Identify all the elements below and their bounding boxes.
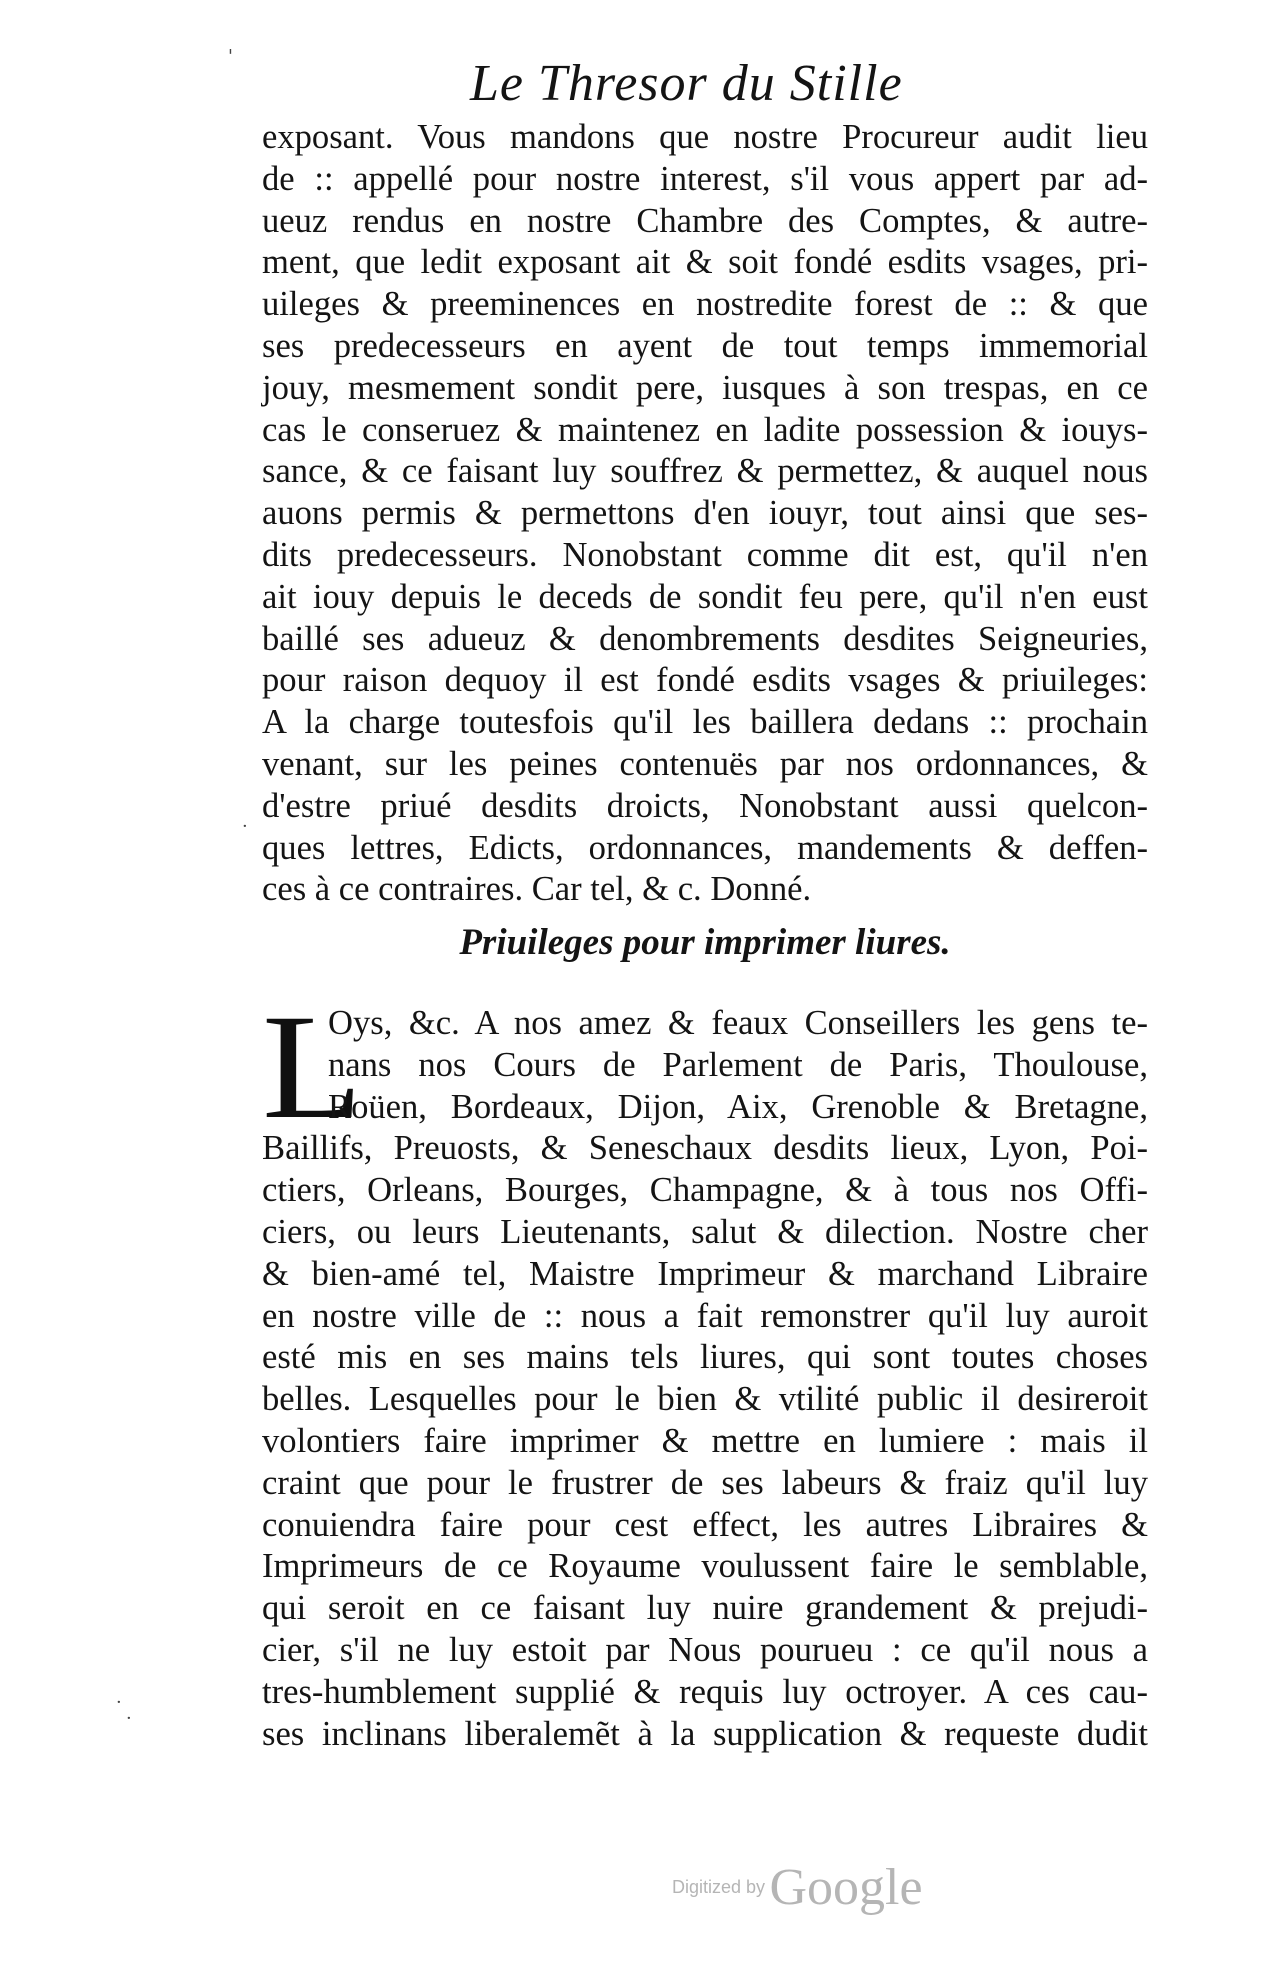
text-line: ait iouy depuis le deceds de sondit feu pere, qu'il n'en eust (262, 577, 1148, 616)
text-line: ciers, ou leurs Lieutenants, salut & dilection. Nostre cher (262, 1212, 1148, 1251)
text-line: dits predecesseurs. Nonobstant comme dit est, qu'il n'en (262, 535, 1148, 574)
section2-text (262, 984, 1148, 1755)
section2-heading: Priuileges pour imprimer liures. (459, 922, 951, 963)
text-line: pour raison dequoy il est fondé esdits vsages & priuileges: (262, 661, 1148, 700)
paper-speck: ' (228, 46, 233, 67)
section1-text (262, 117, 1148, 911)
text-line: belles. Lesquelles pour le bien & vtilité public il desireroit (262, 1380, 1148, 1419)
running-head: Le Thresor du Stille (470, 55, 903, 112)
text-line: baillé ses adueuz & denombrements desdites Seigneuries, (262, 619, 1148, 658)
text-line: & bien-amé tel, Maistre Imprimeur & marchand Libraire (262, 1254, 1148, 1293)
text-line: Oys, &c. A nos amez & feaux Conseillers les gens te- (328, 1004, 1148, 1042)
text-line: ueuz rendus en nostre Chambre des Comptes, & autre- (262, 201, 1148, 240)
text-line: esté mis en ses mains tels liures, qui sont toutes choses (262, 1338, 1148, 1377)
text-line: ses predecesseurs en ayent de tout temps immemorial (262, 326, 1148, 365)
text-line: conuiendra faire pour cest effect, les autres Libraires & (262, 1505, 1148, 1544)
text-line: auons permis & permettons d'en iouyr, tout ainsi que ses- (262, 494, 1148, 533)
text-line: ment, que ledit exposant ait & soit fondé esdits vsages, pri- (262, 243, 1148, 282)
paper-speck: · (116, 1692, 122, 1713)
text-line: cier, s'il ne luy estoit par Nous pourueu : ce qu'il nous a (262, 1630, 1148, 1669)
digitized-by-google-watermark (672, 1858, 923, 1917)
text-line: qui seroit en ce faisant luy nuire grandement & prejudi- (262, 1589, 1148, 1628)
text-line: nans nos Cours de Parlement de Paris, Thoulouse, (328, 1045, 1148, 1084)
text-line: Imprimeurs de ce Royaume voulussent faire le semblable, (262, 1547, 1148, 1586)
watermark-small-text: Digitized by (672, 1877, 766, 1897)
text-line: uileges & preeminences en nostredite forest de :: & que (262, 285, 1148, 324)
text-line: jouy, mesmement sondit pere, iusques à son trespas, en ce (262, 368, 1148, 407)
text-line: A la charge toutesfois qu'il les baillera dedans :: prochain (262, 703, 1148, 742)
paper-speck: · (242, 816, 248, 837)
text-line: venant, sur les peines contenuës par nos ordonnances, & (262, 744, 1148, 783)
text-line: en nostre ville de :: nous a fait remonstrer qu'il luy auroit (262, 1296, 1148, 1335)
text-line: tres-humblement supplié & requis luy octroyer. A ces cau- (262, 1672, 1148, 1711)
paper-speck: · (126, 1708, 132, 1729)
text-line: sance, & ce faisant luy souffrez & permettez, & auquel nous (262, 452, 1148, 491)
text-line: Baillifs, Preuosts, & Seneschaux desdits lieux, Lyon, Poi- (262, 1129, 1148, 1168)
text-line: craint que pour le frustrer de ses labeurs & fraiz qu'il luy (262, 1463, 1148, 1502)
text-line: volontiers faire imprimer & mettre en lumiere : mais il (262, 1421, 1148, 1460)
text-line: exposant. Vous mandons que nostre Procureur audit lieu (262, 118, 1148, 156)
text-line: cas le conseruez & maintenez en ladite possession & iouys- (262, 410, 1148, 449)
text-line: d'estre priué desdits droicts, Nonobstant aussi quelcon- (262, 786, 1148, 825)
text-line: ctiers, Orleans, Bourges, Champagne, & à tous nos Offi- (262, 1171, 1148, 1210)
text-line: ques lettres, Edicts, ordonnances, mandements & deffen- (262, 828, 1148, 867)
drop-cap: L (262, 984, 363, 1150)
text-line: ses inclinans liberalemẽt à la supplication & requeste dudit (262, 1714, 1148, 1753)
watermark-logo-text: Google (769, 1859, 923, 1916)
text-line: Roüen, Bordeaux, Dijon, Aix, Grenoble & Bretagne, (328, 1087, 1148, 1126)
text-line: ces à ce contraires. Car tel, & c. Donné. (262, 870, 812, 909)
text-line: de :: appellé pour nostre interest, s'il vous appert par ad- (262, 159, 1148, 198)
